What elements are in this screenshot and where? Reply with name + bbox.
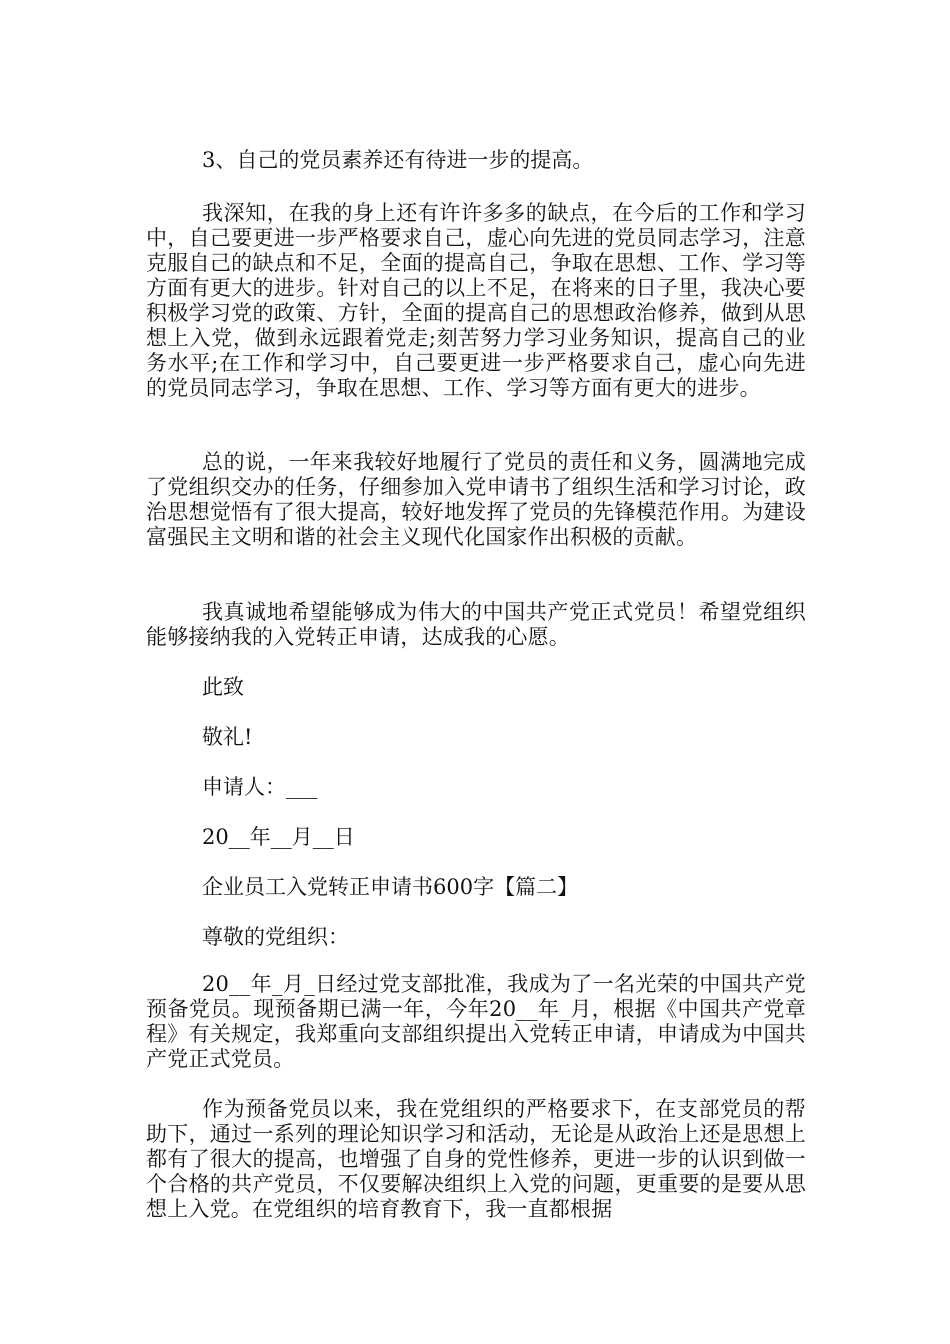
paragraph-approval: 20__年_月_日经过党支部批准，我成为了一名光荣的中国共产党预备党员。现预备期已满一年，今年20__年_月，根据《中国共产党章程》有关规定，我郑重向支部组织提出入党转正申请，申请成为中国共产党正式党员。 bbox=[146, 972, 806, 1071]
paragraph-point-3: 3、自己的党员素养还有待进一步的提高。 bbox=[202, 148, 594, 172]
paragraph-summary: 总的说，一年来我较好地履行了党员的责任和义务，圆满地完成了党组织交办的任务，仔细参加入党申请书了组织生活和学习讨论，政治思想觉悟有了很大提高，较好地发挥了党员的先锋模范作用。为建设富强民主文明和谐的社会主义现代化国家作出积极的贡献。 bbox=[146, 450, 806, 549]
paragraph-self-awareness: 我深知，在我的身上还有许许多多的缺点，在今后的工作和学习中，自己要更进一步严格要求自己，虚心向先进的党员同志学习，注意克服自己的缺点和不足，全面的提高自己，争取在思想、工作、学习等方面有更大的进步。针对自己的以上不足，在将来的日子里，我决心要积极学习党的政策、方针，全面的提高自己的思想政治修养，做到从思想上入党，做到永远跟着党走;刻苦努力学习业务知识，提高自己的业务水平;在工作和学习中，自己要更进一步严格要求自己，虚心向先进的党员同志学习，争取在思想、工作、学习等方面有更大的进步。 bbox=[146, 201, 806, 400]
applicant-line: 申请人：___ bbox=[202, 775, 318, 799]
paragraph-probation: 作为预备党员以来，我在党组织的严格要求下，在支部党员的帮助下，通过一系列的理论知识学习和活动，无论是从政治上还是思想上都有了很大的提高，也增强了自身的党性修养，更进一步的认识到做一个合格的共产党员，不仅要解决组织上入党的问题，更重要的是要从思想上入党。在党组织的培育教育下，我一直都根据 bbox=[146, 1097, 806, 1221]
date-line: 20__年__月__日 bbox=[202, 825, 355, 849]
salutation: 尊敬的党组织： bbox=[202, 925, 349, 949]
closing-regards: 敬礼! bbox=[202, 725, 253, 749]
paragraph-hope: 我真诚地希望能够成为伟大的中国共产党正式党员！希望党组织能够接纳我的入党转正申请，达成我的心愿。 bbox=[146, 600, 806, 649]
section-title: 企业员工入党转正申请书600字【篇二】 bbox=[202, 875, 579, 899]
closing-salutation: 此致 bbox=[202, 675, 244, 699]
